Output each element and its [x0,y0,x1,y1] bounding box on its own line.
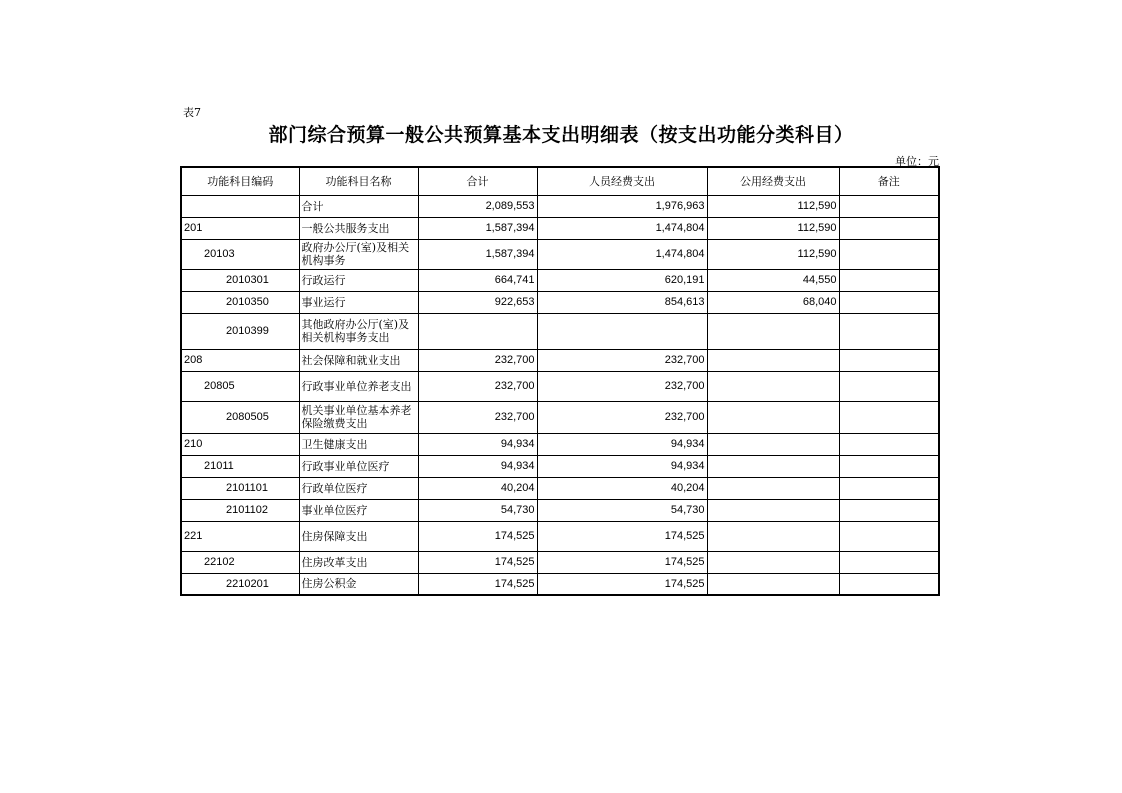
cell-public [707,521,839,551]
cell-personnel: 94,934 [537,433,707,455]
cell-note [839,455,939,477]
col-header-name: 功能科目名称 [299,167,418,195]
cell-note [839,401,939,433]
col-header-code: 功能科目编码 [181,167,299,195]
cell-total: 1,587,394 [418,217,537,239]
cell-total: 40,204 [418,477,537,499]
table-row [181,217,939,239]
cell-total: 1,587,394 [418,239,537,269]
col-header-personnel: 人员经费支出 [537,167,707,195]
cell-total: 94,934 [418,455,537,477]
table-row [181,551,939,573]
cell-personnel: 94,934 [537,455,707,477]
cell-personnel: 1,474,804 [537,239,707,269]
cell-code: 201 [181,217,299,239]
cell-name: 住房改革支出 [299,551,418,573]
table-row [181,477,939,499]
table-row [181,269,939,291]
cell-total: 174,525 [418,573,537,595]
cell-name: 行政事业单位医疗 [299,455,418,477]
cell-code: 2101102 [181,499,299,521]
cell-code: 210 [181,433,299,455]
cell-note [839,195,939,217]
cell-code: 20805 [181,371,299,401]
cell-total: 232,700 [418,371,537,401]
cell-public [707,371,839,401]
cell-total: 232,700 [418,401,537,433]
cell-personnel: 232,700 [537,401,707,433]
table-row [181,499,939,521]
cell-public: 112,590 [707,239,839,269]
col-header-total: 合计 [418,167,537,195]
cell-code: 221 [181,521,299,551]
cell-note [839,499,939,521]
cell-total: 54,730 [418,499,537,521]
cell-public [707,573,839,595]
cell-code: 2080505 [181,401,299,433]
cell-code: 2010301 [181,269,299,291]
cell-total: 2,089,553 [418,195,537,217]
cell-name: 住房公积金 [299,573,418,595]
cell-code: 2101101 [181,477,299,499]
cell-personnel: 854,613 [537,291,707,313]
cell-personnel [537,313,707,349]
cell-personnel: 232,700 [537,371,707,401]
table-number: 表7 [183,106,201,119]
cell-name: 政府办公厅(室)及相关机构事务 [299,239,418,269]
cell-name: 合计 [299,195,418,217]
table-row [181,291,939,313]
cell-public: 112,590 [707,217,839,239]
cell-total: 174,525 [418,551,537,573]
cell-personnel: 1,976,963 [537,195,707,217]
col-header-note: 备注 [839,167,939,195]
cell-public [707,313,839,349]
cell-name: 行政事业单位养老支出 [299,371,418,401]
cell-name: 住房保障支出 [299,521,418,551]
cell-public: 44,550 [707,269,839,291]
cell-public [707,551,839,573]
cell-code: 2010350 [181,291,299,313]
cell-note [839,313,939,349]
cell-total: 922,653 [418,291,537,313]
cell-public [707,455,839,477]
cell-note [839,521,939,551]
cell-public [707,401,839,433]
unit-label: 单位：元 [895,155,939,168]
cell-personnel: 174,525 [537,573,707,595]
cell-note [839,551,939,573]
cell-note [839,239,939,269]
cell-public: 68,040 [707,291,839,313]
cell-total: 232,700 [418,349,537,371]
cell-personnel: 54,730 [537,499,707,521]
cell-public [707,499,839,521]
cell-note [839,573,939,595]
table-row [181,573,939,595]
cell-public [707,477,839,499]
cell-personnel: 232,700 [537,349,707,371]
cell-name: 事业运行 [299,291,418,313]
cell-note [839,291,939,313]
table-row [181,313,939,349]
cell-name: 一般公共服务支出 [299,217,418,239]
cell-personnel: 174,525 [537,551,707,573]
cell-name: 行政运行 [299,269,418,291]
cell-note [839,477,939,499]
page-title: 部门综合预算一般公共预算基本支出明细表（按支出功能分类科目） [268,124,854,146]
cell-note [839,371,939,401]
cell-code: 2010399 [181,313,299,349]
cell-public [707,349,839,371]
cell-personnel: 620,191 [537,269,707,291]
header-row [181,167,939,195]
cell-note [839,269,939,291]
col-header-public: 公用经费支出 [707,167,839,195]
cell-code: 20103 [181,239,299,269]
cell-code: 208 [181,349,299,371]
cell-public: 112,590 [707,195,839,217]
cell-total: 174,525 [418,521,537,551]
cell-name: 行政单位医疗 [299,477,418,499]
table-row [181,195,939,217]
table-row [181,521,939,551]
cell-code: 2210201 [181,573,299,595]
cell-note [839,433,939,455]
table-row [181,239,939,269]
cell-note [839,349,939,371]
expenditure-table [180,166,940,596]
cell-total: 94,934 [418,433,537,455]
cell-code: 22102 [181,551,299,573]
cell-public [707,433,839,455]
cell-personnel: 40,204 [537,477,707,499]
cell-name: 机关事业单位基本养老保险缴费支出 [299,401,418,433]
cell-total [418,313,537,349]
cell-note [839,217,939,239]
table-row [181,371,939,401]
table-row [181,455,939,477]
cell-total: 664,741 [418,269,537,291]
table-row [181,401,939,433]
cell-name: 卫生健康支出 [299,433,418,455]
cell-code [181,195,299,217]
table-row [181,433,939,455]
cell-personnel: 1,474,804 [537,217,707,239]
table-row [181,349,939,371]
cell-name: 社会保障和就业支出 [299,349,418,371]
cell-name: 事业单位医疗 [299,499,418,521]
cell-code: 21011 [181,455,299,477]
cell-personnel: 174,525 [537,521,707,551]
cell-name: 其他政府办公厅(室)及相关机构事务支出 [299,313,418,349]
